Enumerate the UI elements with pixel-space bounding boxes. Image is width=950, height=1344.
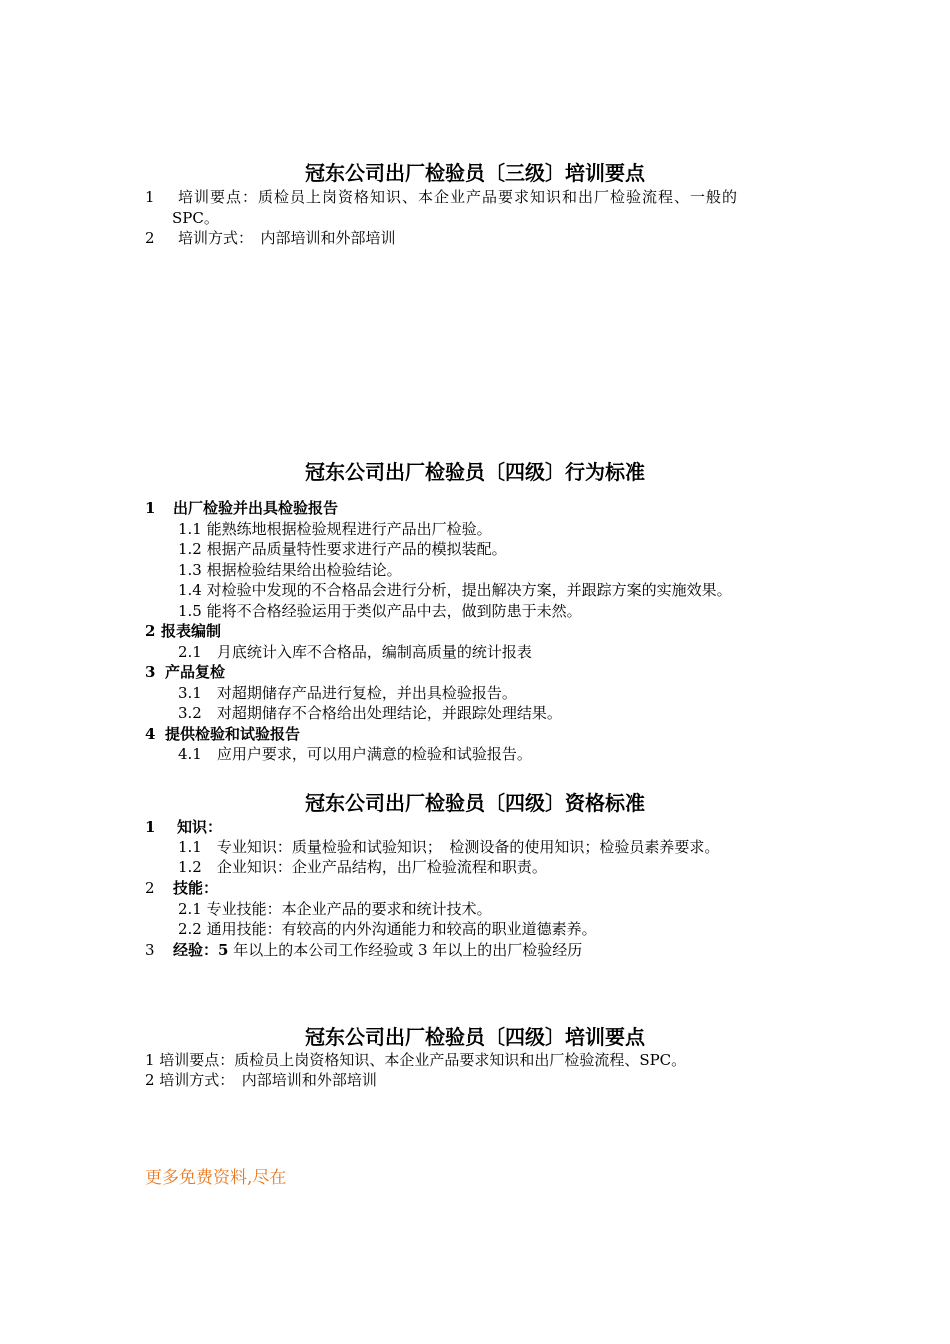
section4-item-2: 2 培训方式： 内部培训和外部培训 (145, 1071, 377, 1089)
group-heading: 经验： (173, 941, 219, 959)
section3-title: 冠东公司出厂检验员〔四级〕资格标准 (305, 791, 645, 815)
experience-years: 5 (218, 941, 229, 959)
group-number: 4 (145, 725, 156, 743)
section3-group-1-heading (145, 817, 222, 837)
group-number: 2 (145, 622, 156, 640)
section2-sub-4-1: 4.1 应用户要求，可以用户满意的检验和试验报告。 (178, 745, 532, 763)
footer-promo-link[interactable]: 更多免费资料,尽在 (145, 1168, 287, 1188)
section1-item-1 (145, 187, 738, 207)
section3-sub-2-2: 2.2 通用技能：有较高的内外沟通能力和较高的职业道德素养。 (178, 920, 597, 938)
group-number: 3 (145, 941, 155, 959)
section2-group-1-heading (145, 498, 338, 518)
group-number: 2 (145, 879, 155, 897)
item-text: 培训要点：质检员上岗资格知识、本企业产品要求知识和出厂检验流程、一般的 (178, 188, 739, 206)
item-number: 2 (145, 229, 155, 247)
section2-sub-1-1: 1.1 能熟练地根据检验规程进行产品出厂检验。 (178, 520, 492, 538)
section3-group-3-line (145, 940, 582, 960)
section2-sub-1-5: 1.5 能将不合格经验运用于类似产品中去，做到防患于未然。 (178, 602, 582, 620)
group-number: 3 (145, 663, 156, 681)
group-number: 1 (145, 499, 156, 517)
section2-sub-1-4: 1.4 对检验中发现的不合格品会进行分析，提出解决方案，并跟踪方案的实施效果。 (178, 581, 732, 599)
section3-group-2-heading (145, 878, 218, 898)
group-text: 年以上的本公司工作经验或 3 年以上的出厂检验经历 (228, 941, 583, 959)
section2-group-4-heading (145, 724, 300, 744)
section2-group-3-heading (145, 662, 225, 682)
section2-sub-1-2: 1.2 根据产品质量特性要求进行产品的模拟装配。 (178, 540, 507, 558)
group-heading: 技能： (173, 879, 219, 897)
section1-item-2 (145, 228, 396, 248)
section4-title: 冠东公司出厂检验员〔四级〕培训要点 (305, 1025, 645, 1049)
section3-sub-1-2: 1.2 企业知识：企业产品结构，出厂检验流程和职责。 (178, 858, 547, 876)
section2-sub-1-3: 1.3 根据检验结果给出检验结论。 (178, 561, 402, 579)
section2-title: 冠东公司出厂检验员〔四级〕行为标准 (305, 460, 645, 484)
group-number: 1 (145, 818, 156, 836)
group-heading: 知识： (177, 818, 223, 836)
section1-title: 冠东公司出厂检验员〔三级〕培训要点 (305, 161, 645, 185)
group-heading: 报表编制 (161, 622, 222, 640)
section2-group-2-heading (145, 621, 221, 641)
section2-sub-3-2: 3.2 对超期储存不合格给出处理结论，并跟踪处理结果。 (178, 704, 562, 722)
item-number: 1 (145, 188, 156, 206)
group-heading: 提供检验和试验报告 (165, 725, 301, 743)
section2-sub-3-1: 3.1 对超期储存产品进行复检，并出具检验报告。 (178, 684, 517, 702)
section1-item-1-continuation: SPC。 (172, 209, 219, 227)
group-heading: 出厂检验并出具检验报告 (173, 499, 339, 517)
section4-item-1: 1 培训要点：质检员上岗资格知识、本企业产品要求知识和出厂检验流程、SPC。 (145, 1051, 687, 1069)
section3-sub-2-1: 2.1 专业技能：本企业产品的要求和统计技术。 (178, 900, 492, 918)
item-text: 培训方式： 内部培训和外部培训 (178, 229, 396, 247)
group-heading: 产品复检 (165, 663, 226, 681)
section3-sub-1-1: 1.1 专业知识：质量检验和试验知识； 检测设备的使用知识；检验员素养要求。 (178, 838, 720, 856)
section2-sub-2-1: 2.1 月底统计入库不合格品，编制高质量的统计报表 (178, 643, 532, 661)
